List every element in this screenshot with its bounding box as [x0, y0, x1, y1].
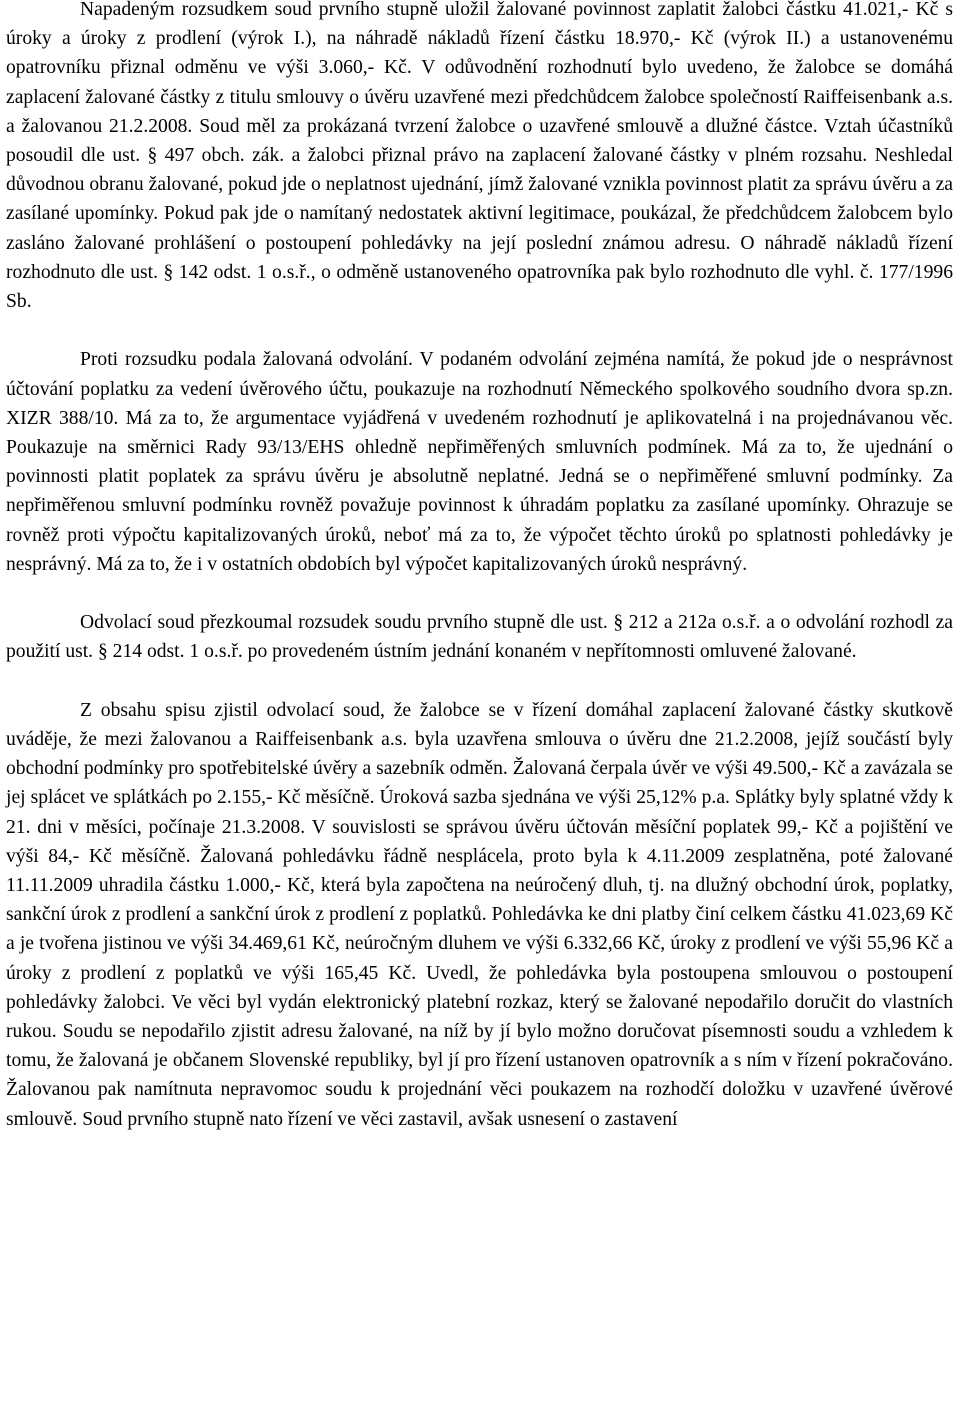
paragraph-appeal: Proti rozsudku podala žalovaná odvolání. V podaném odvolání zejména namítá, že pokud jde o nesprávnost účtování poplatku za vedení úvěrového účtu, poukazuje na rozhodnutí Německého spolkového soudního dvora sp.zn. XIZR 388/10. Má za to, že argumentace vyjádřená v uvedeném rozhodnutí je aplikovatelná i na projednávanou věc. Poukazuje na směrnici Rady 93/13/EHS ohledně nepřiměřených smluvních podmínek. Má za to, že ujednání o povinnosti platit poplatek za správu úvěru je absolutně neplatné. Jedná se o nepřiměřené smluvní podmínky. Za nepřiměřenou smluvní podmínku rovněž považuje povinnost k úhradám poplatku za zasílané upomínky. Ohrazuje se rovněž proti výpočtu kapitalizovaných úroků, neboť má za to, že výpočet těchto úroků po splatnosti pohledávky je nesprávný. Má za to, že i v ostatních obdobích byl výpočet kapitalizovaných úroků nesprávný.	[6, 349, 953, 575]
paragraph-first-instance-judgment: Napadeným rozsudkem soud prvního stupně uložil žalované povinnost zaplatit žalobci částku 41.021,- Kč s úroky a úroky z prodlení (výrok I.), na náhradě nákladů řízení částku 18.970,- Kč (výrok II.) a ustanovenému opatrovníku přiznal odměnu ve výši 3.060,- Kč. V odůvodnění rozhodnutí bylo uvedeno, že žalobce se domáhá zaplacení žalované částky z titulu smlouvy o úvěru uzavřené mezi předchůdcem žalobce společností Raiffeisenbank a.s. a žalovanou 21.2.2008. Soud měl za prokázaná tvrzení žalobce o uzavřené smlouvě a dlužné částce. Vztah účastníků posoudil dle ust. § 497 obch. zák. a žalobci přiznal právo na zaplacení žalované částky v plném rozsahu. Neshledal důvodnou obranu žalované, pokud jde o neplatnost ujednání, jímž žalované vznikla povinnost platit za správu úvěru a za zasílané upomínky. Pokud pak jde o namítaný nedostatek aktivní legitimace, poukázal, že předchůdcem žalobcem bylo zasláno žalované prohlášení o postoupení pohledávky na její poslední známou adresu. O náhradě nákladů řízení rozhodnuto dle ust. § 142 odst. 1 o.s.ř., o odměně ustanoveného opatrovníka pak bylo rozhodnuto dle vyhl. č. 177/1996 Sb.	[6, 0, 953, 313]
paragraph-gap	[6, 316, 953, 345]
paragraph-appellate-review: Odvolací soud přezkoumal rozsudek soudu prvního stupně dle ust. § 212 a 212a o.s.ř. a o odvolání rozhodl za použití ust. § 214 odst. 1 o.s.ř. po provedeném ústním jednání konaném v nepřítomnosti omluvené žalované.	[6, 612, 953, 663]
paragraph-gap	[6, 579, 953, 608]
paragraph-case-file-findings: Z obsahu spisu zjistil odvolací soud, že žalobce se v řízení domáhal zaplacení žalované částky skutkově uváděje, že mezi žalovanou a Raiffeisenbank a.s. byla uzavřena smlouva o úvěru dne 21.2.2008, jejíž součástí byly obchodní podmínky pro spotřebitelské úvěry a sazebník odměn. Žalovaná čerpala úvěr ve výši 49.500,- Kč a zavázala se jej splácet ve splátkách po 2.155,- Kč měsíčně. Úroková sazba sjednána ve výši 25,12% p.a. Splátky byly splatné vždy k 21. dni v měsíci, počínaje 21.3.2008. V souvislosti se správou úvěru účtován měsíční poplatek 99,- Kč a pojištění ve výši 84,- Kč měsíčně. Žalovaná pohledávku řádně nesplácela, proto byla k 4.11.2009 zesplatněna, poté žalované 11.11.2009 uhradila částku 1.000,- Kč, která byla započtena na neúročený dluh, tj. na dlužný obchodní úrok, poplatky, sankční úrok z prodlení a sankční úrok z prodlení z poplatků. Pohledávka ke dni platby činí celkem částku 41.023,69 Kč a je tvořena jistinou ve výši 34.469,61 Kč, neúročným dluhem ve výši 6.332,66 Kč, úroky z prodlení ve výši 55,96 Kč a úroky z prodlení z poplatků ve výši 165,45 Kč. Uvedl, že pohledávka byla postoupena smlouvou o postoupení pohledávky žalobci. Ve věci byl vydán elektronický platební rozkaz, který se žalované nepodařilo doručit do vlastních rukou. Soudu se nepodařilo zjistit adresu žalované, na níž by jí bylo možno doručovat písemnosti soudu a vzhledem k tomu, že žalovaná je občanem Slovenské republiky, byl jí pro řízení ustanoven opatrovník a s ním v řízení pokračováno. Žalovanou pak namítnuta nepravomoc soudu k projednání věci poukazem na rozhodčí doložku v uzavřené úvěrové smlouvě. Soud prvního stupně nato řízení ve věci zastavil, avšak usnesení o zastavení	[6, 699, 953, 1130]
paragraph-gap	[6, 667, 953, 696]
